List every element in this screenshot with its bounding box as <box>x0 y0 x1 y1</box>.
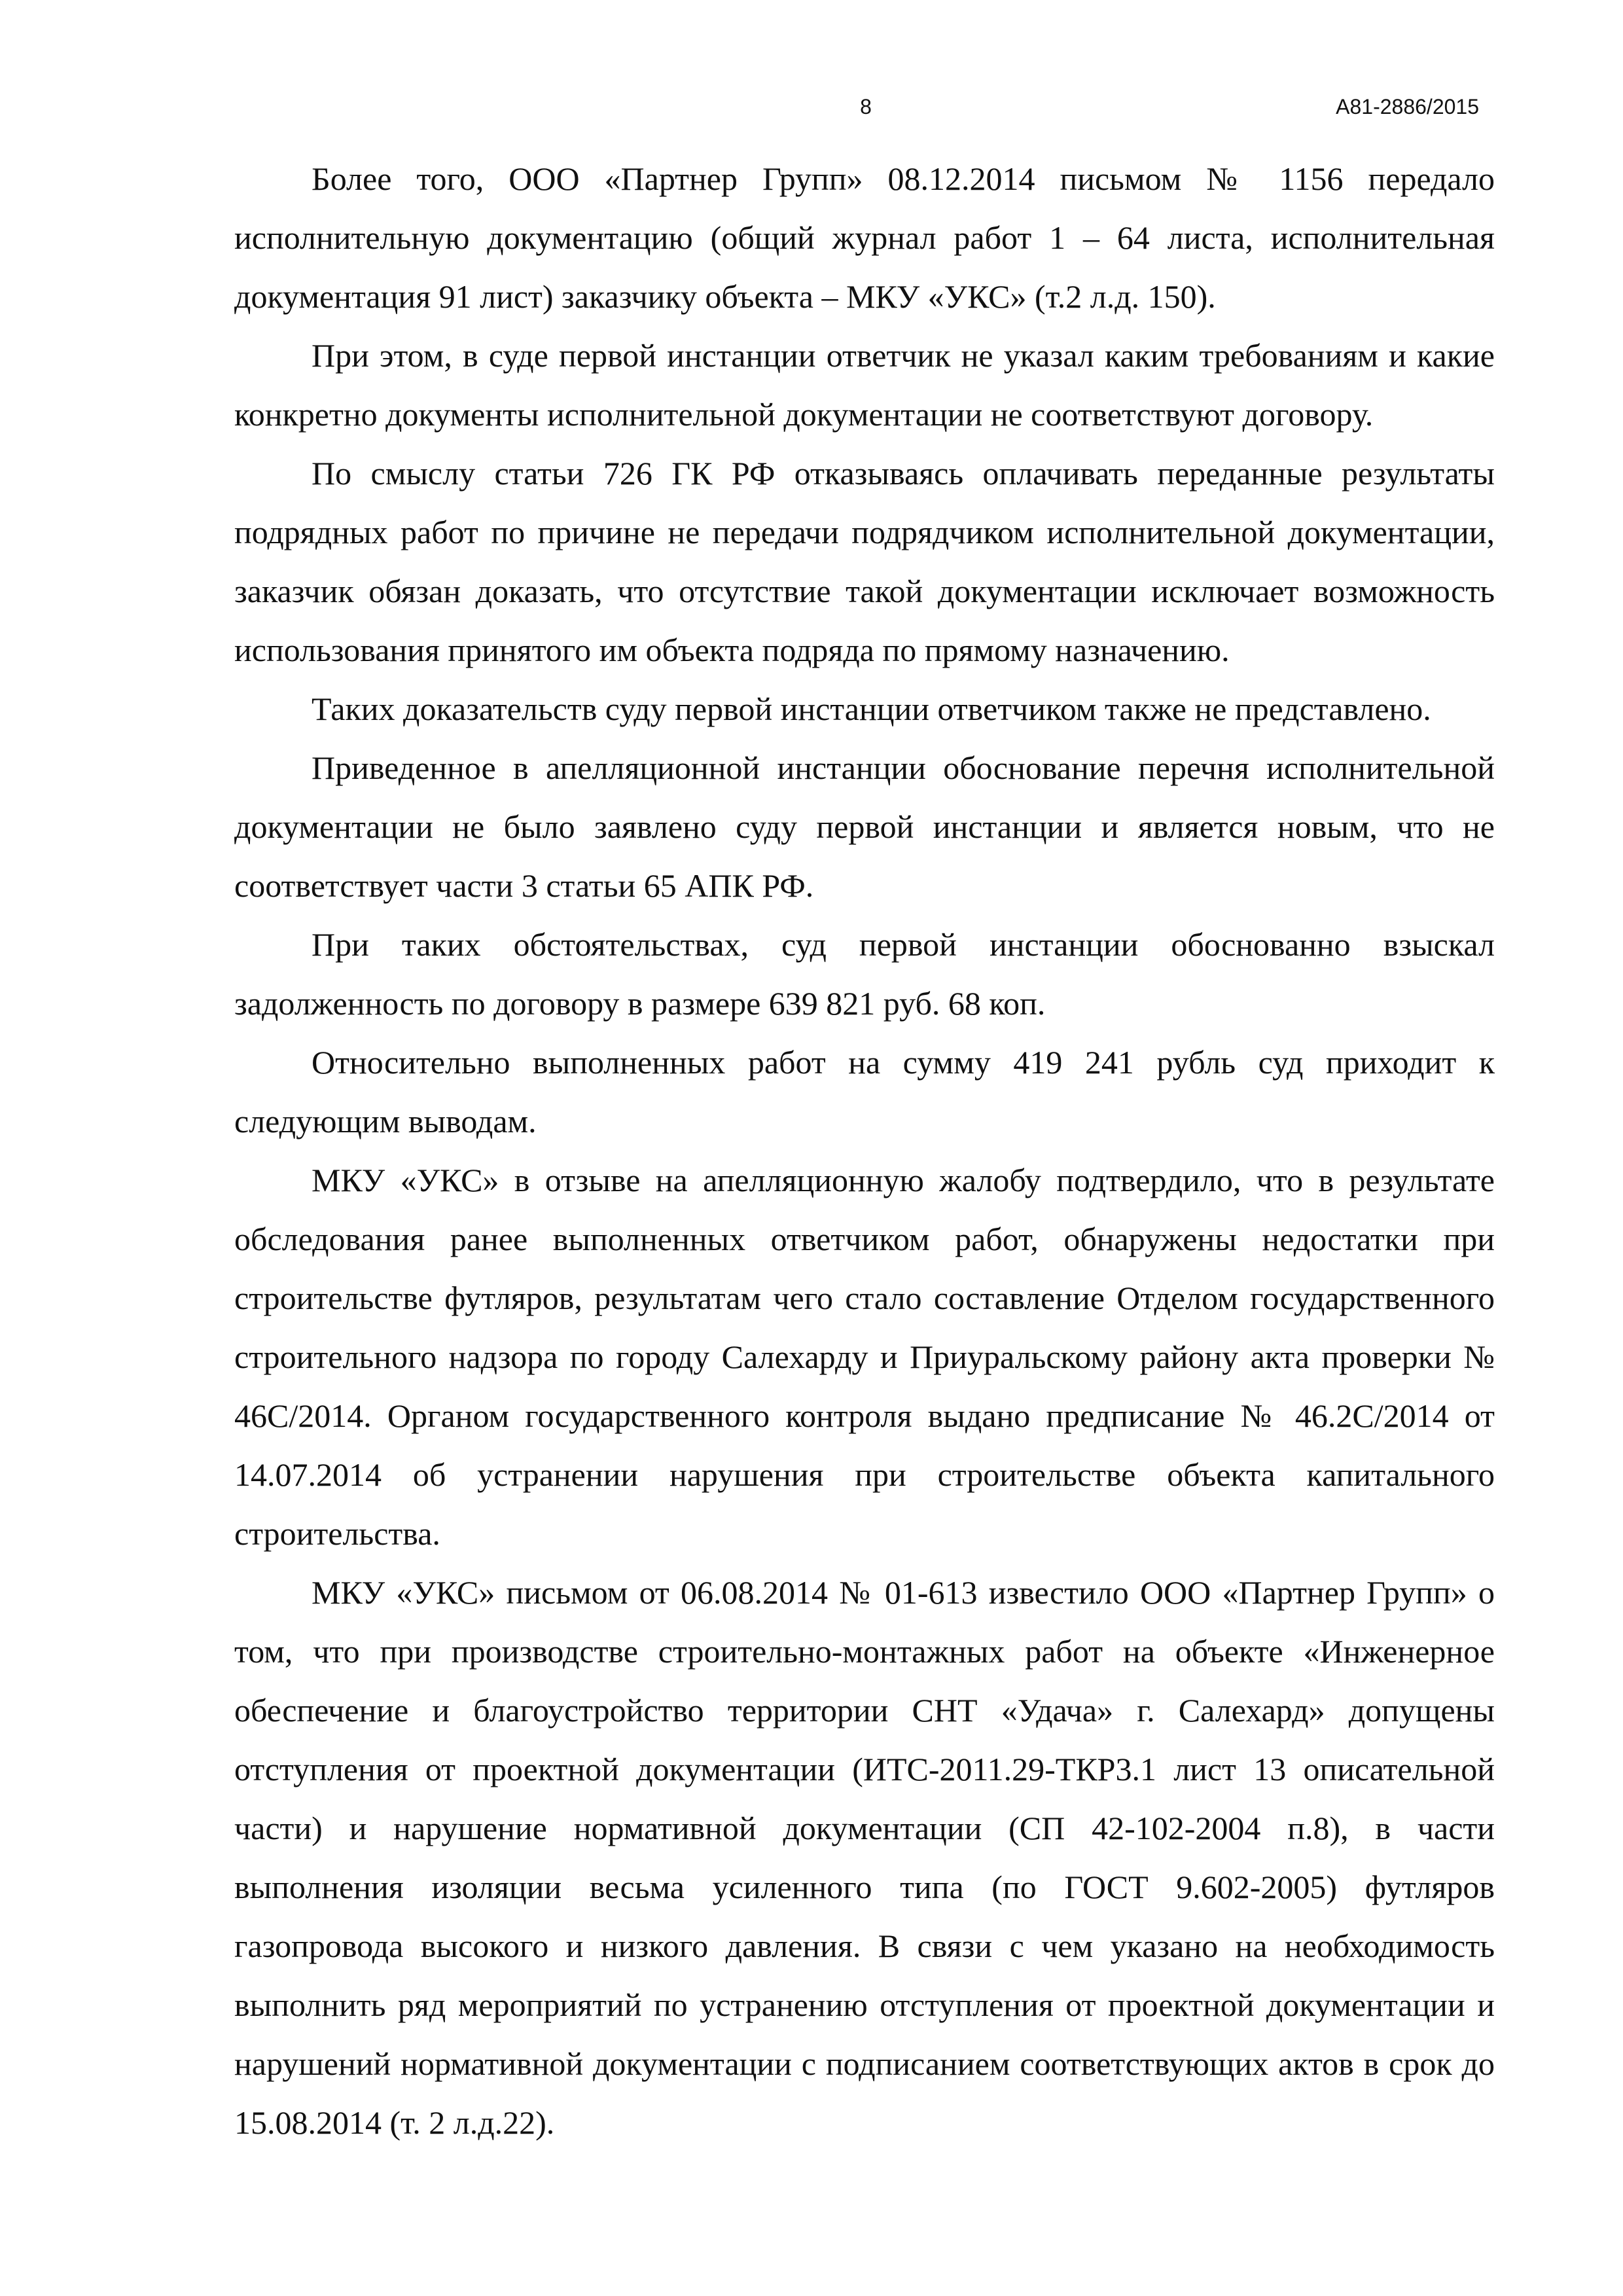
document-body <box>234 149 1495 2152</box>
page-number: 8 <box>860 95 872 118</box>
paragraph: При таких обстоятельствах, суд первой инстанции обоснованно взыскал задолженность по договору в размере 639 821 руб. 68 коп. <box>234 926 1495 1022</box>
paragraph: По смыслу статьи 726 ГК РФ отказываясь оплачивать переданные результаты подрядных работ по причине не передачи подрядчиком исполнительной документации, заказчик обязан доказать, что отсутствие такой документации исключает возможность использования принятого им объекта подряда по прямому назначению. <box>234 455 1495 668</box>
paragraph: Приведенное в апелляционной инстанции обоснование перечня исполнительной документации не было заявлено суду первой инстанции и является новым, что не соответствует части 3 статьи 65 АПК РФ. <box>234 749 1495 904</box>
paragraph: Относительно выполненных работ на сумму 419 241 рубль суд приходит к следующим выводам. <box>234 1044 1495 1139</box>
paragraph: Более того, ООО «Партнер Групп» 08.12.2014 письмом № 1156 передало исполнительную документацию (общий журнал работ 1 – 64 листа, исполнительная документация 91 лист) заказчику объекта – МКУ «УКС» (т.2 л.д. 150). <box>234 160 1495 315</box>
paragraph: При этом, в суде первой инстанции ответчик не указал каким требованиям и какие конкретно документы исполнительной документации не соответствуют договору. <box>234 337 1495 433</box>
case-number: А81-2886/2015 <box>1336 95 1479 118</box>
paragraph: МКУ «УКС» письмом от 06.08.2014 № 01-613 известило ООО «Партнер Групп» о том, что при производстве строительно-монтажных работ на объекте «Инженерное обеспечение и благоустройство территории СНТ «Удача» г. Салехард» допущены отступления от проектной документации (ИТС-2011.29-ТКР3.1 лист 13 описательной части) и нарушение нормативной документации (СП 42-102-2004 п.8), в части выполнения изоляции весьма усиленного типа (по ГОСТ 9.602-2005) футляров газопровода высокого и низкого давления. В связи с чем указано на необходимость выполнить ряд мероприятий по устранению отступления от проектной документации и нарушений нормативной документации с подписанием соответствующих актов в срок до 15.08.2014 (т. 2 л.д.22). <box>234 1574 1495 2141</box>
paragraph: Таких доказательств суду первой инстанции ответчиком также не представлено. <box>312 691 1431 727</box>
paragraph: МКУ «УКС» в отзыве на апелляционную жалобу подтвердило, что в результате обследования ранее выполненных ответчиком работ, обнаружены недостатки при строительстве футляров, результатам чего стало составление Отделом государственного строительного надзора по городу Салехарду и Приуральскому району акта проверки № 46С/2014. Органом государственного контроля выдано предписание № 46.2С/2014 от 14.07.2014 об устранении нарушения при строительстве объекта капитального строительства. <box>234 1162 1495 1552</box>
